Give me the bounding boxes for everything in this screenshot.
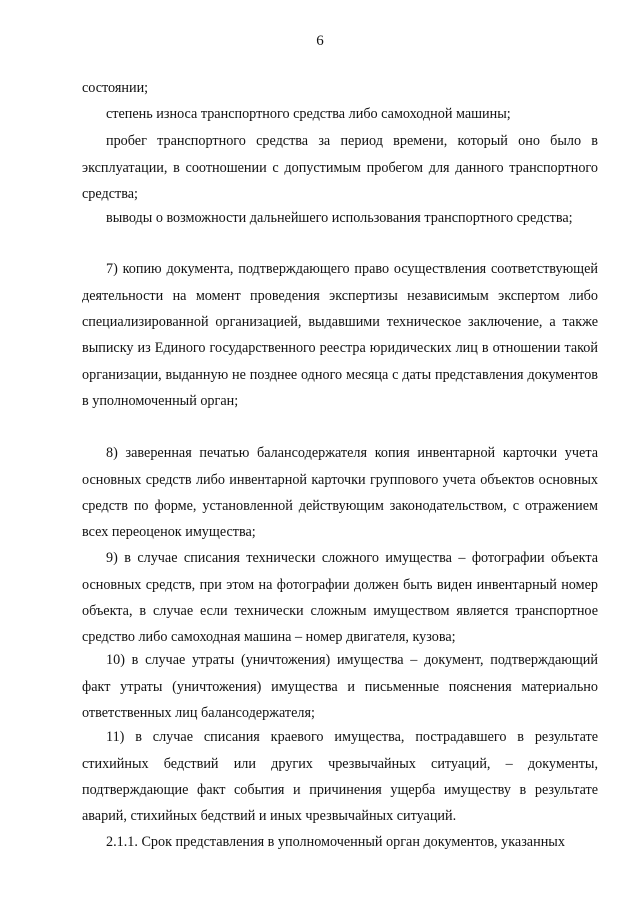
paragraph: 7) копию документа, подтверждающего право осуществления соответствующей деятельности на момент проведения экспертизы независимым экспертом либо специализированной организацией, выдавшими техническое заключение, а также выписку из Единого государственного реестра юридических лиц в отношении такой организации, выданную не позднее одного месяца с даты представления документов в уполномоченный орган;	[82, 261, 598, 410]
paragraph: выводы о возможности дальнейшего использования транспортного средства;	[106, 210, 573, 227]
paragraph: 8) заверенная печатью балансодержателя копия инвентарной карточки учета основных средств либо инвентарной карточки группового учета объектов основных средств по форме, установленной действующим законодательством, с отражением всех переоценок имущества;	[82, 445, 598, 541]
paragraph: 9) в случае списания технически сложного имущества – фотографии объекта основных средств, при этом на фотографии должен быть виден инвентарный номер объекта, в случае если технически сложным имуществом является транспортное средство либо самоходная машина – номер двигателя, кузова;	[82, 550, 598, 646]
paragraph: пробег транспортного средства за период времени, который оно было в эксплуатации, в соотношении с допустимым пробегом для данного транспортного средства;	[82, 133, 598, 202]
page-number: 6	[316, 33, 324, 49]
paragraph: состоянии;	[82, 80, 149, 97]
paragraph: 2.1.1. Срок представления в уполномоченный орган документов, указанных	[106, 834, 565, 851]
paragraph: 10) в случае утраты (уничтожения) имущества – документ, подтверждающий факт утраты (уничтожения) имущества и письменные пояснения материально ответственных лиц балансодержателя;	[82, 652, 598, 721]
paragraph: 11) в случае списания краевого имущества, пострадавшего в результате стихийных бедствий или других чрезвычайных ситуаций, – документы, подтверждающие факт события и причинения ущерба имуществу в результате аварий, стихийных бедствий и иных чрезвычайных ситуаций.	[82, 729, 598, 825]
paragraph: степень износа транспортного средства либо самоходной машины;	[106, 106, 511, 123]
